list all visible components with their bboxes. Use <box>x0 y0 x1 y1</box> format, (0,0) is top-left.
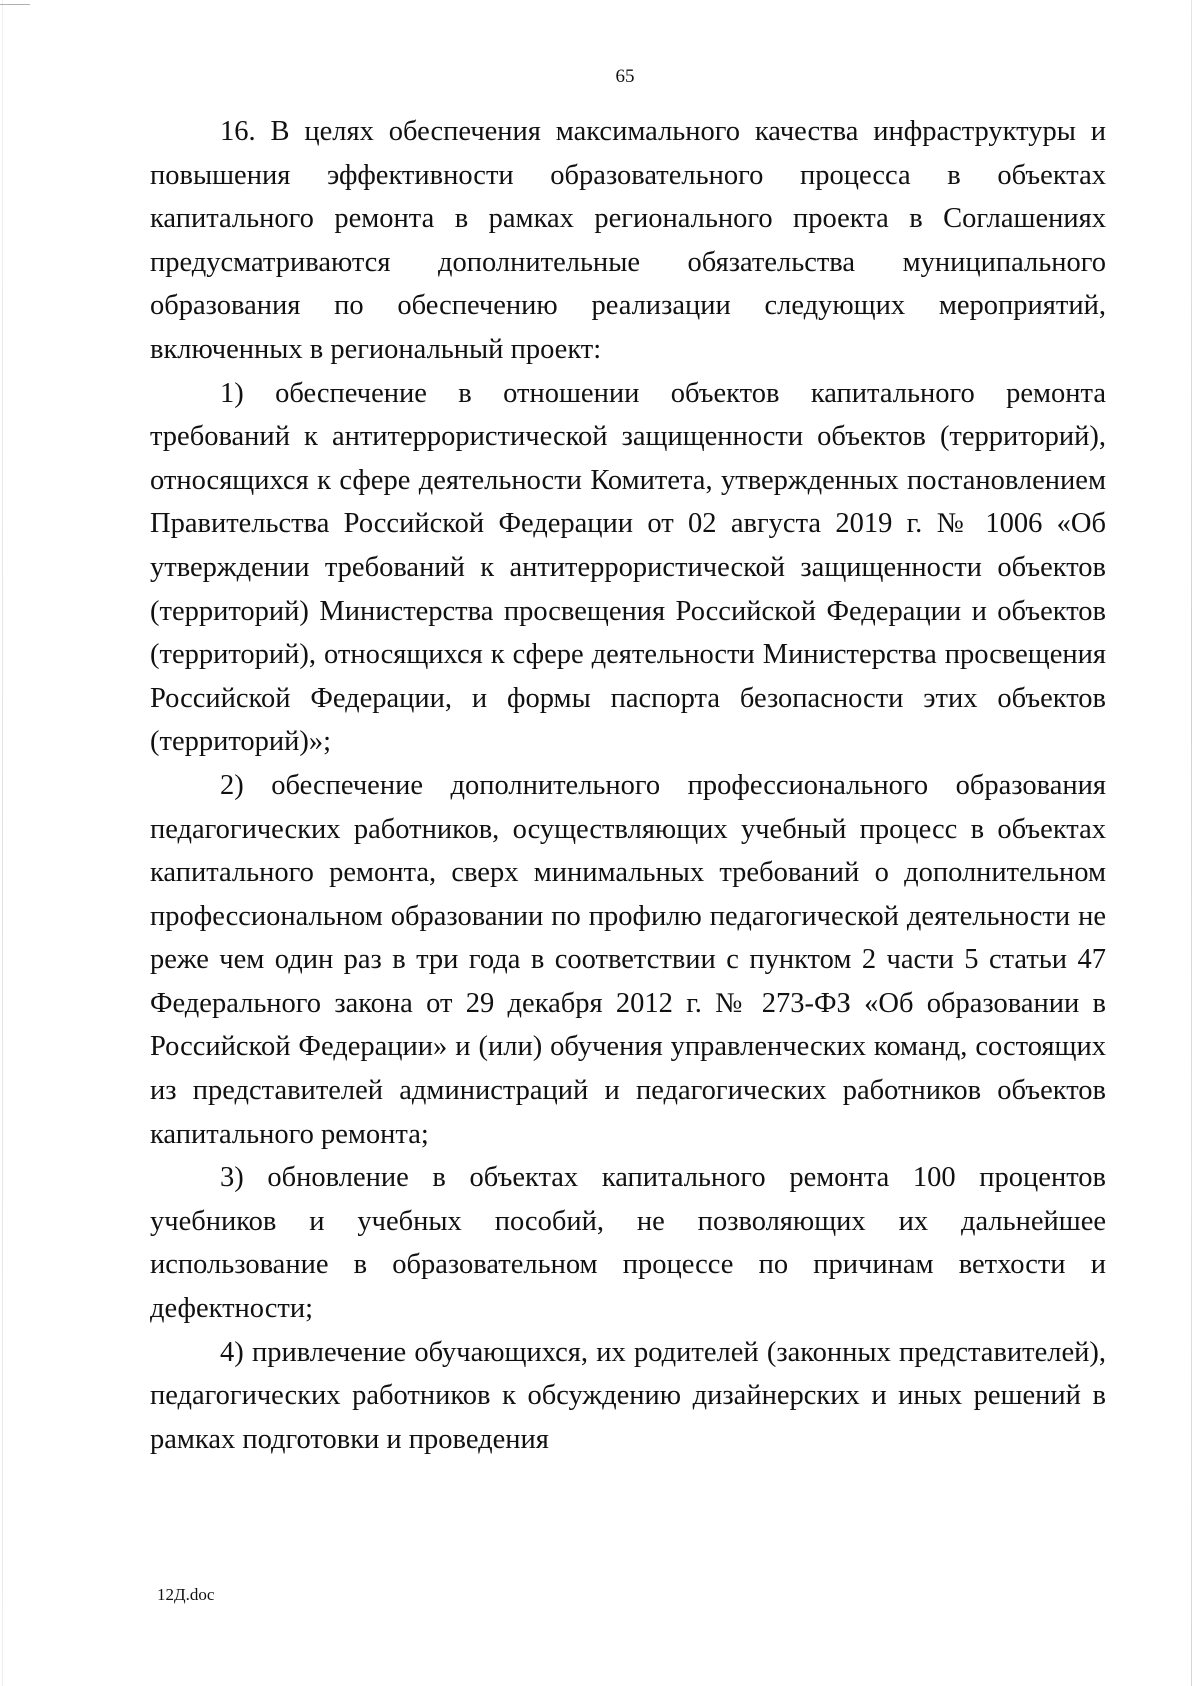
paragraph-item-1: 1) обеспечение в отношении объектов капитального ремонта требований к антитеррористической защищенности объектов (территорий), относящихся к сфере деятельности Комитета, утвержденных постановлением Правительства Российской Федерации от 02 августа 2019 г. № 1006 «Об утверждении требований к антитеррористической защищенности объектов (территорий) Министерства просвещения Российской Федерации и объектов (территорий), относящихся к сфере деятельности Министерства просвещения Российской Федерации, и формы паспорта безопасности этих объектов (территорий)»; <box>150 377 1106 758</box>
footer-filename: 12Д.doc <box>157 1585 215 1604</box>
paragraph-item-2: 2) обеспечение дополнительного профессионального образования педагогических работников, осуществляющих учебный процесс в объектах капитального ремонта, сверх минимальных требований о дополнительном профессиональном образовании по профилю педагогической деятельности не реже чем один раз в три года в соответствии с пунктом 2 части 5 статьи 47 Федерального закона от 29 декабря 2012 г. № 273-ФЗ «Об образовании в Российской Федерации» и (или) обучения управленческих команд, состоящих из представителей администраций и педагогических работников объектов капитального ремонта; <box>150 769 1106 1150</box>
scan-edge-right <box>1191 0 1192 1686</box>
page-number: 65 <box>615 66 635 87</box>
paragraph-16: 16. В целях обеспечения максимального качества инфраструктуры и повышения эффективности образовательного процесса в объектах капитального ремонта в рамках регионального проекта в Соглашениях предусматриваются дополнительные обязательства муниципального образования по обеспечению реализации следующих мероприятий, включенных в региональный проект: <box>150 116 1106 365</box>
paragraph-item-3: 3) обновление в объектах капитального ремонта 100 процентов учебников и учебных пособий, не позволяющих их дальнейшее использование в образовательном процессе по причинам ветхости и дефектности; <box>150 1162 1106 1325</box>
paragraph-item-4: 4) привлечение обучающихся, их родителей (законных представителей), педагогических работников к обсуждению дизайнерских и иных решений в рамках подготовки и проведения <box>150 1336 1106 1455</box>
scan-corner-mark <box>0 4 30 5</box>
scan-edge-left <box>2 0 3 1686</box>
document-body <box>150 110 1106 1461</box>
